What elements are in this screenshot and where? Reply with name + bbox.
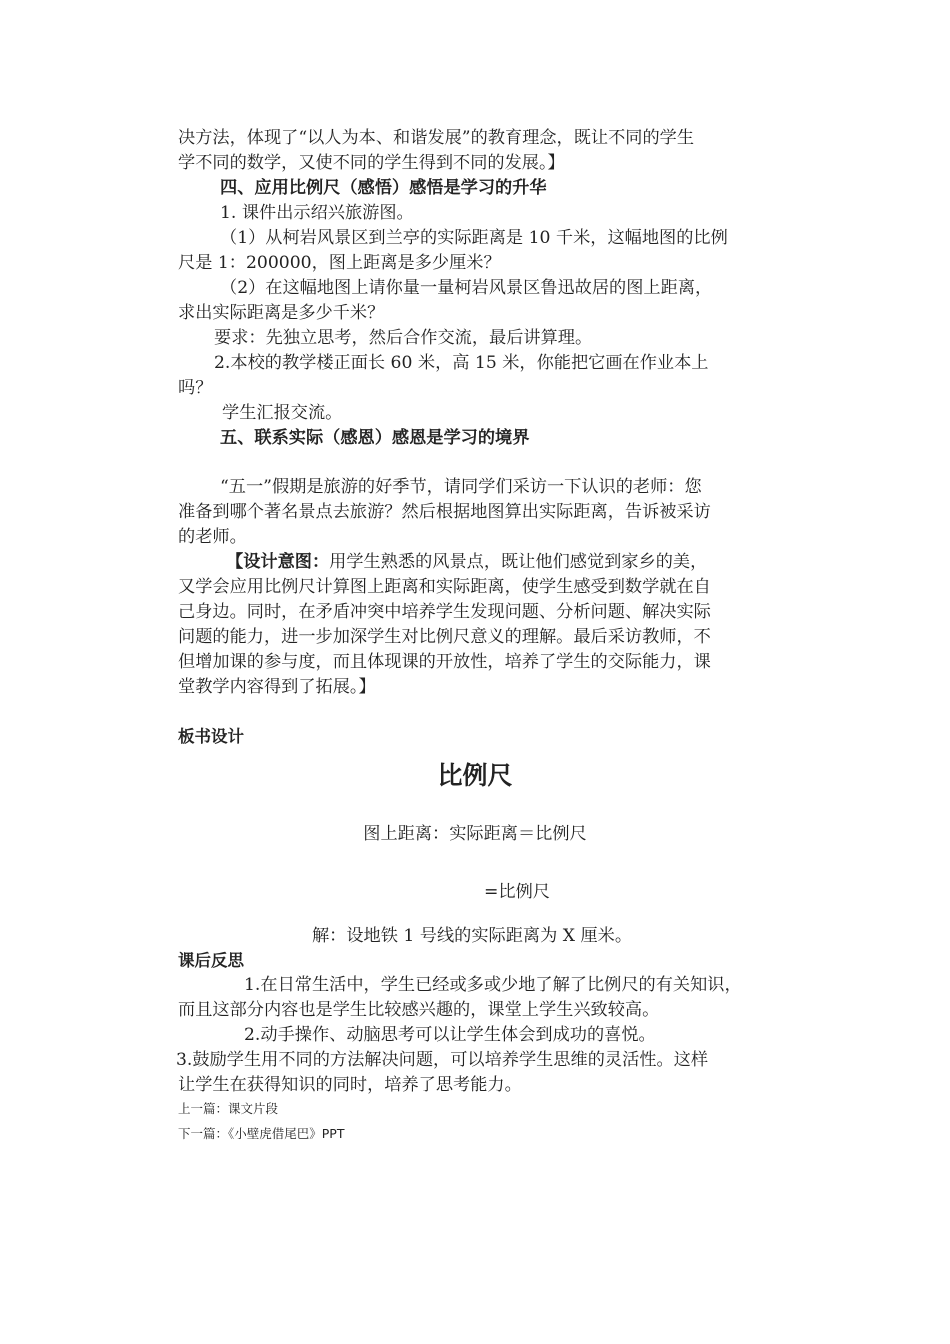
next-article [178, 1125, 778, 1143]
paragraph-line: 己身边。同时，在矛盾冲突中培养学生发现问题、分析问题、解决实际 [178, 602, 711, 622]
prev-article [178, 1100, 778, 1118]
paragraph-line: （1）从柯岩风景区到兰亭的实际距离是 10 千米，这幅地图的比例 [220, 228, 728, 248]
design-intent-label: 【设计意图： [226, 552, 330, 572]
reflection-heading: 课后反思 [178, 951, 244, 970]
paragraph-line: 学生汇报交流。 [222, 403, 343, 423]
board-design-heading: 板书设计 [178, 727, 244, 746]
paragraph-line: 问题的能力，进一步加深学生对比例尺意义的理解。最后采访教师，不 [178, 627, 711, 647]
paragraph-line: 堂教学内容得到了拓展。】 [178, 677, 376, 697]
reflection-line: 2.动手操作、动脑思考可以让学生体会到成功的喜悦。 [244, 1025, 656, 1045]
next-article-label: 下一篇： [178, 1126, 229, 1141]
paragraph-line: 学不同的数学，又使不同的学生得到不同的发展。】 [178, 153, 565, 173]
prev-article-label: 上一篇： [178, 1101, 229, 1116]
paragraph-line: （2）在这幅地图上请你量一量柯岩风景区鲁迅故居的图上距离， [220, 278, 713, 298]
paragraph-line: 求出实际距离是多少千米？ [178, 303, 385, 323]
paragraph-line: 决方法，体现了“以人为本、和谐发展”的教育理念，既让不同的学生 [178, 128, 695, 148]
board-formula-2: =比例尺 [484, 882, 550, 902]
prev-article-link[interactable]: 课文片段 [228, 1101, 279, 1116]
reflection-line: 3.鼓励学生用不同的方法解决问题，可以培养学生思维的灵活性。这样 [176, 1050, 709, 1070]
board-formula: 图上距离：实际距离＝比例尺 [363, 824, 587, 844]
design-intent-text: 用学生熟悉的风景点，既让他们感觉到家乡的美， [329, 552, 708, 572]
paragraph-line: 尺是 1：200000，图上距离是多少厘米？ [178, 253, 501, 273]
paragraph-line: 2.本校的教学楼正面长 60 米，高 15 米，你能把它画在作业本上 [214, 353, 709, 373]
paragraph-line: 1. 课件出示绍兴旅游图。 [220, 203, 414, 223]
section-heading-4: 四、应用比例尺（感悟）感悟是学习的升华 [220, 178, 547, 198]
board-solution: 解：设地铁 1 号线的实际距离为 X 厘米。 [311, 926, 633, 946]
next-article-link[interactable]: 《小壁虎借尾巴》PPT [228, 1126, 345, 1141]
paragraph-line: 要求：先独立思考，然后合作交流，最后讲算理。 [214, 328, 593, 348]
reflection-line: 1.在日常生活中，学生已经或多或少地了解了比例尺的有关知识， [244, 975, 742, 995]
board-title: 比例尺 [437, 761, 513, 790]
reflection-line: 让学生在获得知识的同时，培养了思考能力。 [178, 1075, 522, 1095]
section-heading-5: 五、联系实际（感恩）感恩是学习的境界 [220, 428, 530, 448]
paragraph-line: 但增加课的参与度，而且体现课的开放性，培养了学生的交际能力，课 [178, 652, 711, 672]
paragraph-line: 又学会应用比例尺计算图上距离和实际距离，使学生感受到数学就在自 [178, 577, 711, 597]
reflection-line: 而且这部分内容也是学生比较感兴趣的，课堂上学生兴致较高。 [178, 1000, 660, 1020]
paragraph-line: 的老师。 [178, 527, 247, 547]
design-intent-line [226, 550, 826, 575]
paragraph-line: 吗？ [178, 378, 213, 398]
paragraph-line: “五一”假期是旅游的好季节，请同学们采访一下认识的老师：您 [220, 477, 702, 497]
paragraph-line: 准备到哪个著名景点去旅游？然后根据地图算出实际距离，告诉被采访 [178, 502, 711, 522]
